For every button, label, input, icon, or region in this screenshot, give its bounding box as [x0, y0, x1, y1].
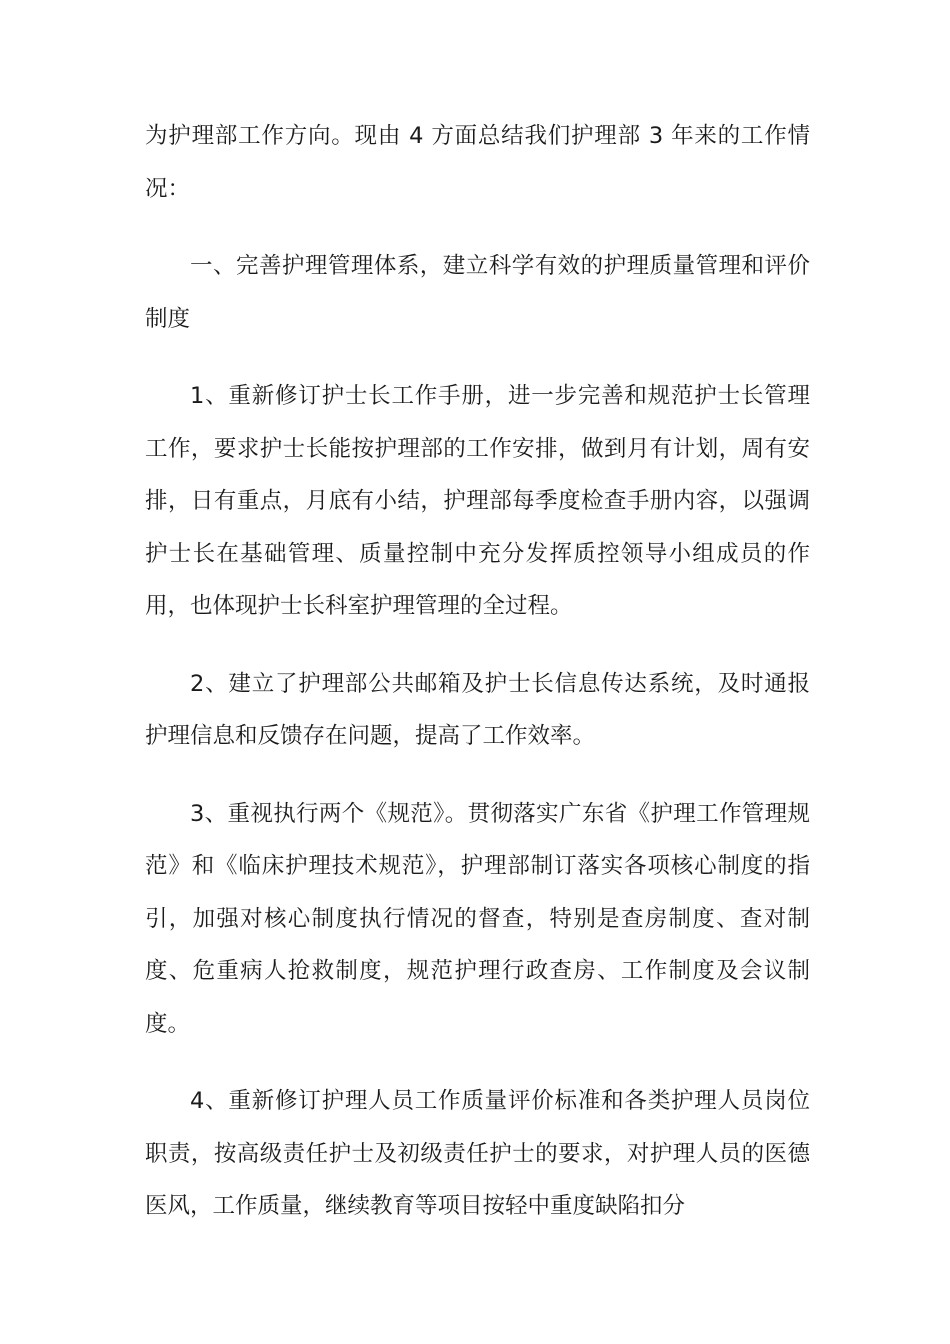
- paragraph-item-1: 1、重新修订护士长工作手册，进一步完善和规范护士长管理工作，要求护士长能按护理部的工作安排，做到月有计划，周有安排，日有重点，月底有小结，护理部每季度检查手册内容，以强调护士长在基础管理、质量控制中充分发挥质控领导小组成员的作用，也体现护士长科室护理管理的全过程。: [145, 383, 810, 619]
- section-heading-1: 一、完善护理管理体系，建立科学有效的护理质量管理和评价制度: [145, 253, 810, 332]
- paragraph-item-2: 2、建立了护理部公共邮箱及护士长信息传达系统，及时通报护理信息和反馈存在问题，提高了工作效率。: [145, 670, 810, 749]
- paragraph-item-4: 4、重新修订护理人员工作质量评价标准和各类护理人员岗位职责，按高级责任护士及初级责任护士的要求，对护理人员的医德医风，工作质量，继续教育等项目按轻中重度缺陷扣分: [145, 1088, 810, 1219]
- paragraph-item-3: 3、重视执行两个《规范》。贯彻落实广东省《护理工作管理规范》和《临床护理技术规范》，护理部制订落实各项核心制度的指引，加强对核心制度执行情况的督查，特别是查房制度、查对制度、危重病人抢救制度，规范护理行政查房、工作制度及会议制度。: [145, 800, 810, 1037]
- document-body: [145, 110, 810, 1258]
- paragraph-intro: 为护理部工作方向。现由 4 方面总结我们护理部 3 年来的工作情况：: [145, 123, 810, 202]
